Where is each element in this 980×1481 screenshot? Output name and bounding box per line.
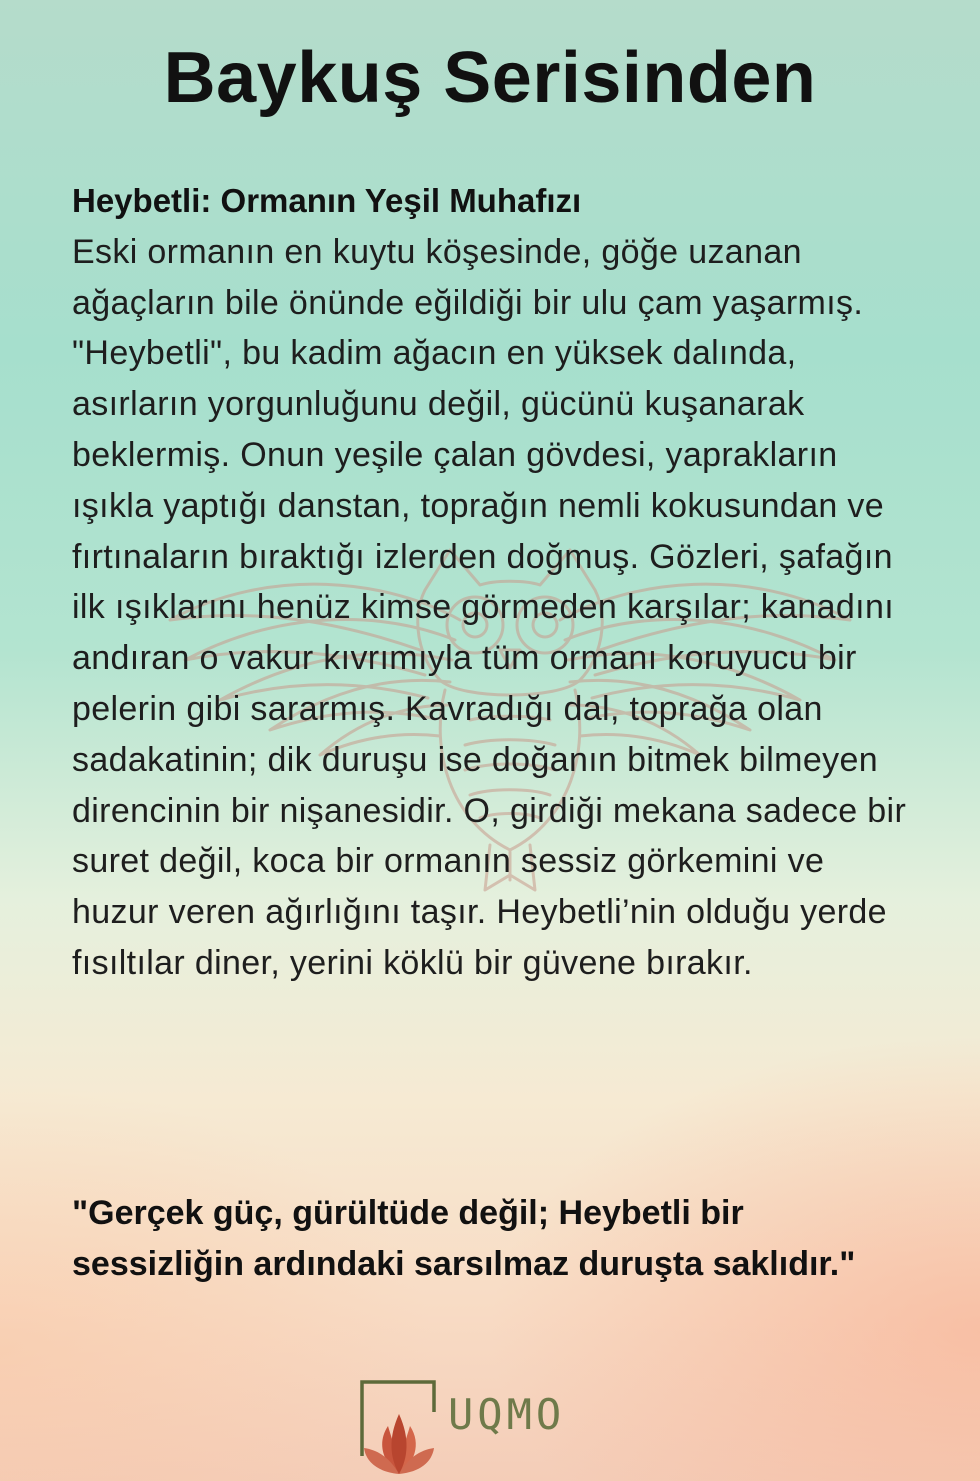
page-title: Baykuş Serisinden bbox=[163, 38, 817, 118]
brand-name: UQMO bbox=[448, 1390, 566, 1439]
story-body: Eski ormanın en kuytu köşesinde, göğe uzanan ağaçların bile önünde eğildiği bir ulu çam yaşarmış. "Heybetli", bu kadim ağacın en yüksek dalında, asırların yorgunluğunu değil, gücünü kuşanarak beklermiş. Onun yeşile çalan gövdesi, yaprakların ışıkla yaptığı danstan, toprağın nemli kokusundan ve fırtınaların bıraktığı izlerden doğmuş. Gözleri, şafağın ilk ışıklarını henüz kimse görmeden karşılar; kanadını andıran o vakur kıvrımıyla tüm ormanı koruyucu bir pelerin gibi sararmış. Kavradığı dal, toprağa olan sadakatinin; dik duruşu ise doğanın bitmek bilmeyen direncinin bir nişanesidir. O, girdiği mekana sadece bir suret değil, koca bir ormanın sessiz görkemini ve huzur veren ağırlığını taşır. Heybetli’nin olduğu yerde fısıltılar diner, yerini köklü bir güvene bırakır. bbox=[72, 232, 907, 982]
brand-logo bbox=[358, 1378, 588, 1478]
quote: "Gerçek güç, gürültüde değil; Heybetli bir sessizliğin ardındaki sarsılmaz duruşta saklıdır." bbox=[72, 1194, 856, 1283]
story-heading: Heybetli: Ormanın Yeşil Muhafızı bbox=[72, 182, 582, 219]
leaf-frame-icon bbox=[358, 1378, 440, 1476]
story bbox=[72, 176, 912, 989]
